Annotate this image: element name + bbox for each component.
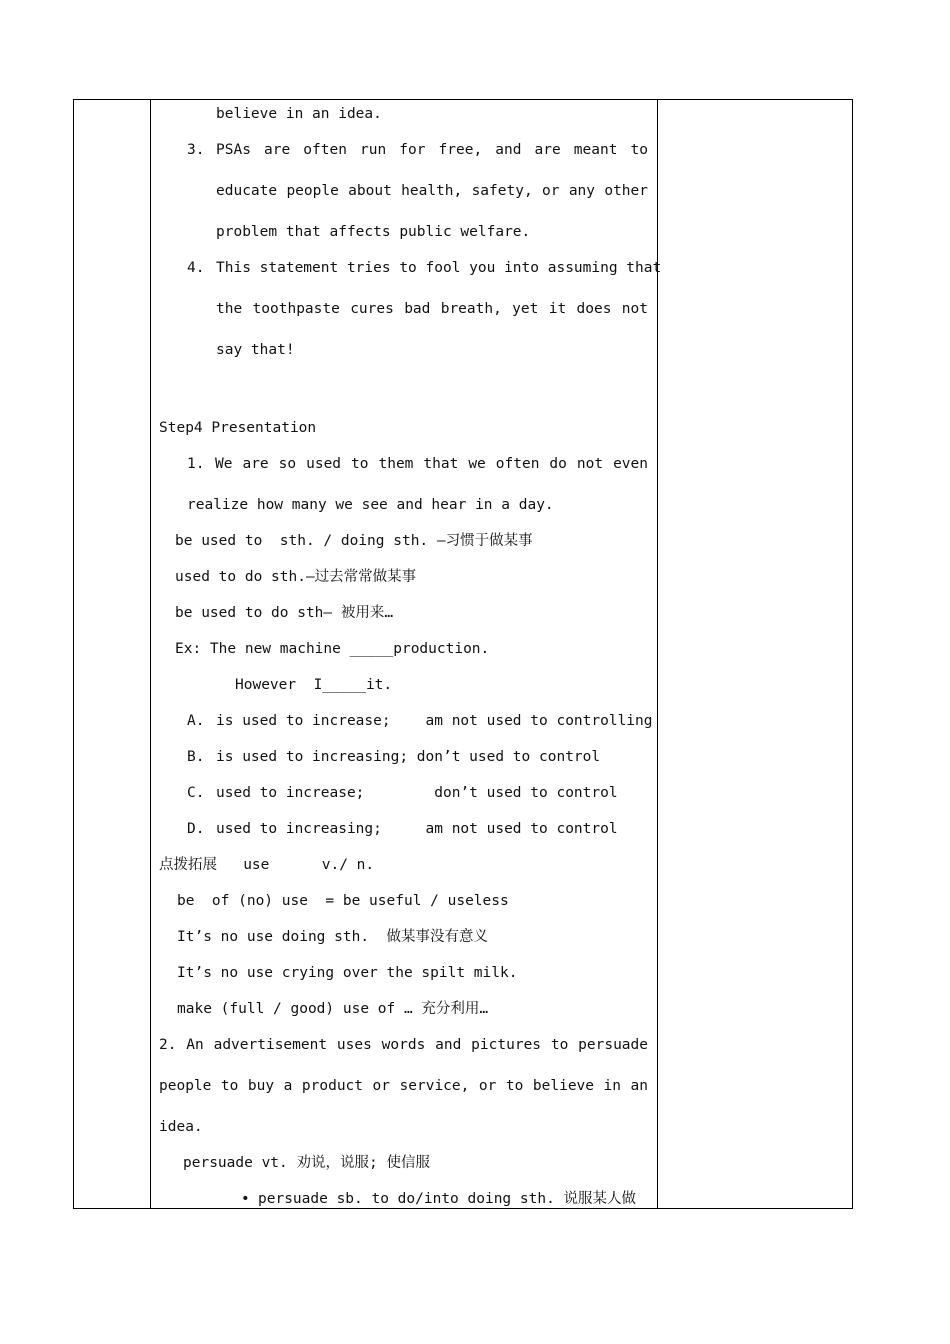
list-item-4-line: This statement tries to fool you into assuming that: [216, 260, 662, 276]
list-item-3-line: problem that affects public welfare.: [216, 224, 531, 240]
list-item-4-line: the toothpaste cures bad breath, yet it does not: [216, 301, 648, 317]
persuade-definition: persuade vt. 劝说，说服; 使信服: [183, 1155, 430, 1171]
list-item-4-number: 4.: [187, 260, 205, 276]
exercise-line: Ex: The new machine _____production.: [175, 641, 490, 657]
extension-line: It’s no use crying over the spilt milk.: [177, 965, 518, 981]
persuade-usage: persuade sb. to do/into doing sth. 说服某人做: [258, 1191, 637, 1207]
option-letter: A.: [187, 713, 205, 729]
lesson-plan-table: [73, 99, 853, 1209]
step4-heading: Step4 Presentation: [159, 420, 317, 436]
option-text: is used to increasing; don’t used to control: [216, 749, 601, 765]
point-2-line: people to buy a product or service, or to believe in an: [159, 1078, 648, 1094]
usage-line: used to do sth.—过去常常做某事: [175, 569, 417, 585]
content-cell: [151, 100, 662, 1208]
list-item-3-line: PSAs are often run for free, and are meant to: [216, 142, 648, 158]
option-letter: B.: [187, 749, 205, 765]
extension-line: make (full / good) use of … 充分利用…: [177, 1001, 489, 1017]
option-text: used to increasing; am not used to control: [216, 821, 618, 837]
point-1-number: 1.: [187, 456, 205, 472]
option-letter: D.: [187, 821, 205, 837]
option-text: is used to increase; am not used to controlling: [216, 713, 653, 729]
bullet-icon: •: [241, 1191, 250, 1207]
extension-line: It’s no use doing sth. 做某事没有意义: [177, 929, 489, 945]
point-2-line: 2. An advertisement uses words and pictures to persuade: [159, 1037, 648, 1053]
point-2-line: idea.: [159, 1119, 203, 1135]
point-1-line: realize how many we see and hear in a day.: [187, 497, 554, 513]
list-item-2-tail: believe in an idea.: [216, 106, 382, 122]
extension-line: be of (no) use = be useful / useless: [177, 893, 509, 909]
option-letter: C.: [187, 785, 205, 801]
usage-line: be used to sth. / doing sth. —习惯于做某事: [175, 533, 533, 549]
exercise-line: However I_____it.: [235, 677, 393, 693]
usage-line: be used to do sth— 被用来…: [175, 605, 394, 621]
option-text: used to increase; don’t used to control: [216, 785, 618, 801]
list-item-3-number: 3.: [187, 142, 205, 158]
list-item-4-line: say that!: [216, 342, 295, 358]
extension-heading: 点拨拓展 use v./ n.: [159, 857, 375, 873]
point-1-line: We are so used to them that we often do not even: [215, 456, 648, 472]
list-item-3-line: educate people about health, safety, or any other: [216, 183, 648, 199]
